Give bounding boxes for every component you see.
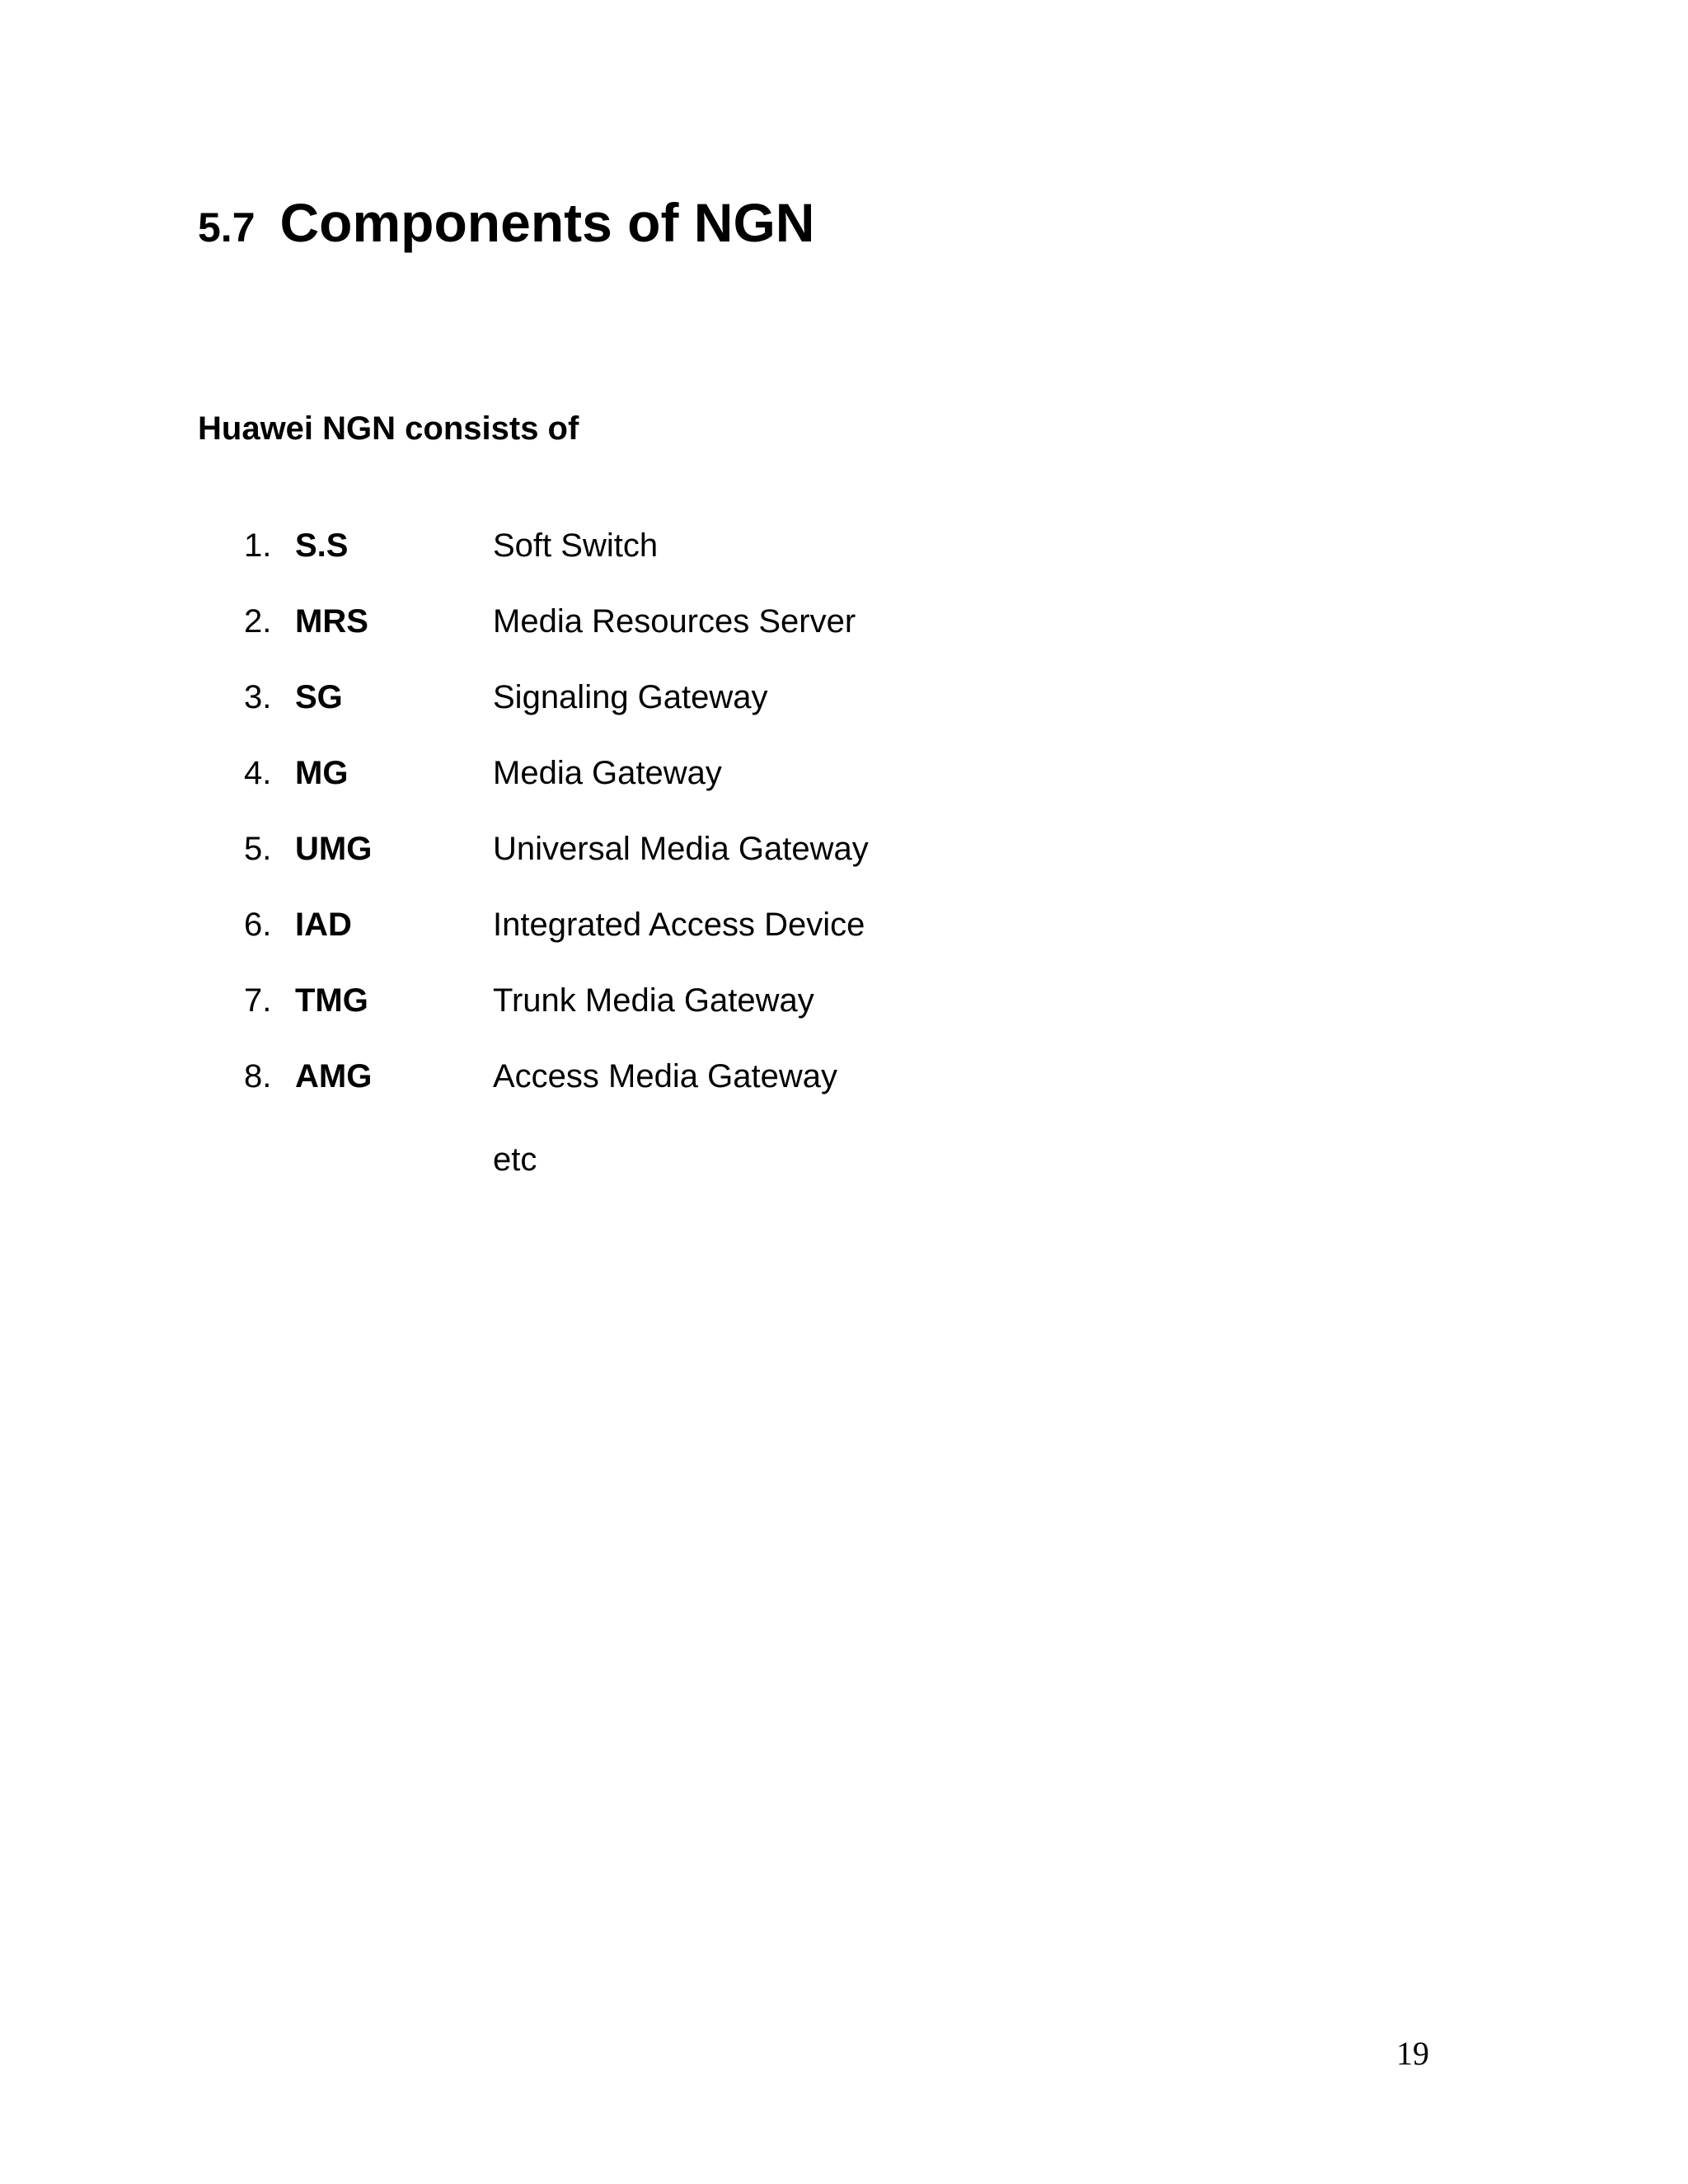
etc-text: etc xyxy=(493,1141,537,1178)
item-description: Soft Switch xyxy=(493,527,659,564)
list-item xyxy=(244,659,869,735)
item-description: Integrated Access Device xyxy=(493,906,865,943)
section-heading xyxy=(198,191,814,254)
list-item xyxy=(244,887,869,963)
list-item xyxy=(244,508,869,583)
item-abbreviation: AMG xyxy=(295,1057,373,1094)
item-description: Signaling Gateway xyxy=(493,678,768,715)
item-abbreviation: SG xyxy=(295,678,343,715)
list-item xyxy=(244,735,869,811)
section-number: 5.7 xyxy=(198,204,256,251)
list-item xyxy=(244,583,869,659)
item-number: 7. xyxy=(244,982,272,1019)
item-number: 1. xyxy=(244,527,272,564)
item-number: 8. xyxy=(244,1057,272,1094)
item-number: 5. xyxy=(244,830,272,867)
list-item xyxy=(244,811,869,887)
item-abbreviation: S.S xyxy=(295,527,349,564)
item-abbreviation: MRS xyxy=(295,602,368,640)
list-item xyxy=(244,963,869,1038)
item-description: Universal Media Gateway xyxy=(493,830,869,867)
page-number: 19 xyxy=(1396,2035,1429,2072)
item-abbreviation: UMG xyxy=(295,830,373,867)
item-abbreviation: TMG xyxy=(295,982,368,1019)
section-title: Components of NGN xyxy=(279,192,815,253)
item-abbreviation: MG xyxy=(295,754,349,791)
item-description: Access Media Gateway xyxy=(493,1057,837,1094)
item-description: Media Gateway xyxy=(493,754,722,791)
list-item xyxy=(244,1038,869,1114)
intro-text: Huawei NGN consists of xyxy=(198,410,579,447)
item-description: Trunk Media Gateway xyxy=(493,982,814,1019)
components-list xyxy=(244,508,869,1114)
item-description: Media Resources Server xyxy=(493,602,856,640)
item-number: 2. xyxy=(244,602,272,640)
item-abbreviation: IAD xyxy=(295,906,352,943)
item-number: 3. xyxy=(244,678,272,715)
item-number: 4. xyxy=(244,754,272,791)
item-number: 6. xyxy=(244,906,272,943)
